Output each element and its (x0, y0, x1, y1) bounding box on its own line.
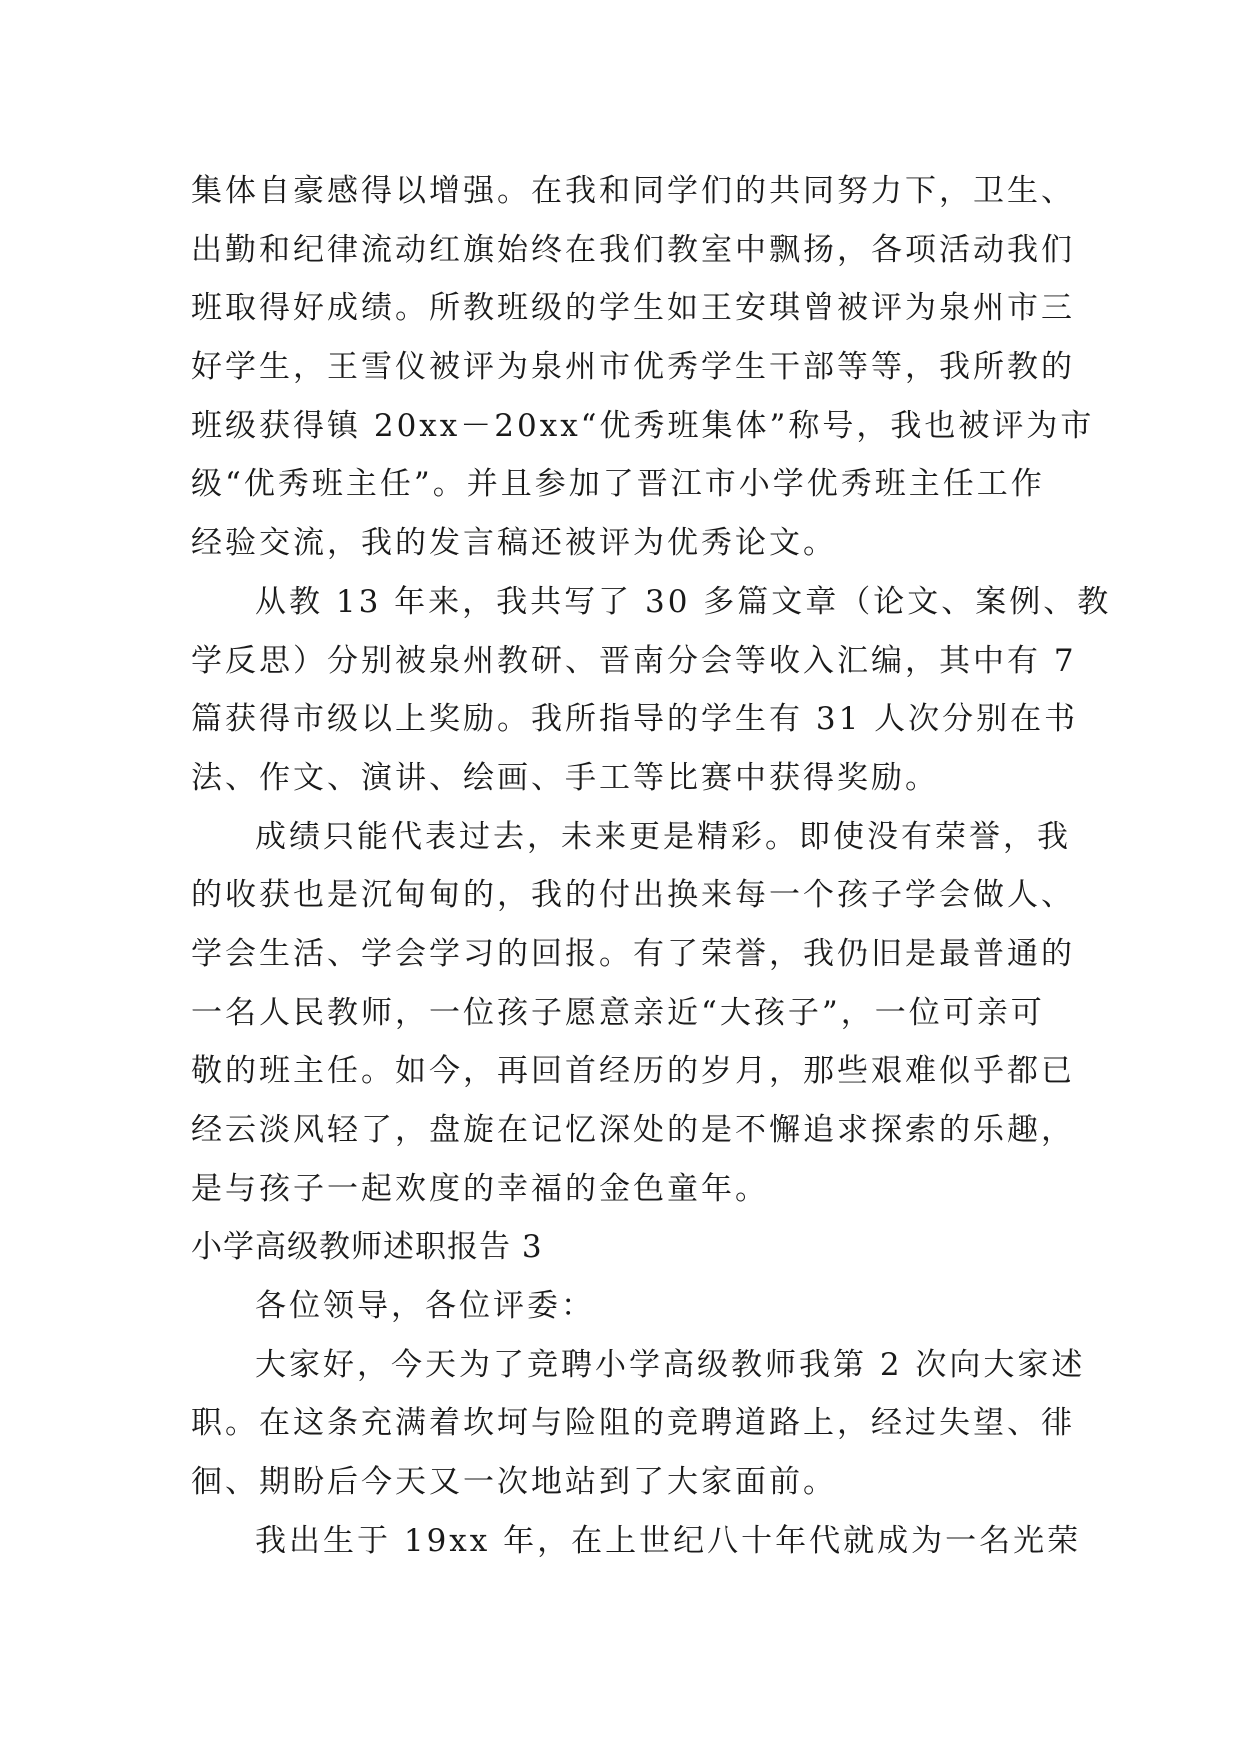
section-heading: 小学高级教师述职报告 3 (191, 1229, 543, 1266)
text-line: 徊、期盼后今天又一次地站到了大家面前。 (191, 1464, 837, 1501)
greeting-line: 各位领导，各位评委： (255, 1288, 595, 1325)
text-line: 大家好，今天为了竞聘小学高级教师我第 2 次向大家述 (255, 1346, 1086, 1383)
text-line: 是与孩子一起欢度的幸福的金色童年。 (191, 1170, 769, 1207)
text-line: 经云淡风轻了，盘旋在记忆深处的是不懈追求探索的乐趣， (191, 1112, 1075, 1148)
text-line: 级“优秀班主任”。并且参加了晋江市小学优秀班主任工作 (191, 466, 1045, 503)
text-line: 敬的班主任。如今，再回首经历的岁月，那些艰难似乎都已 (191, 1053, 1075, 1090)
text-line: 班级获得镇 20xx－20xx“优秀班集体”称号，我也被评为市 (191, 407, 1095, 444)
text-line: 一名人民教师，一位孩子愿意亲近“大孩子”，一位可亲可 (191, 994, 1045, 1031)
text-line: 篇获得市级以上奖励。我所指导的学生有 31 人次分别在书 (191, 701, 1079, 738)
text-line: 好学生，王雪仪被评为泉州市优秀学生干部等等，我所教的 (191, 349, 1075, 386)
text-line: 我出生于 19xx 年，在上世纪八十年代就成为一名光荣 (255, 1522, 1082, 1559)
text-line: 班取得好成绩。所教班级的学生如王安琪曾被评为泉州市三 (191, 290, 1075, 327)
text-line: 出勤和纪律流动红旗始终在我们教室中飘扬，各项活动我们 (191, 231, 1075, 268)
text-line: 学会生活、学会学习的回报。有了荣誉，我仍旧是最普通的 (191, 935, 1075, 972)
text-line: 集体自豪感得以增强。在我和同学们的共同努力下，卫生、 (191, 173, 1075, 209)
text-line: 职。在这条充满着坎坷与险阻的竞聘道路上，经过失望、徘 (191, 1405, 1075, 1442)
text-line: 成绩只能代表过去，未来更是精彩。即使没有荣誉，我 (255, 818, 1071, 855)
document-body (191, 162, 1112, 1571)
text-line: 的收获也是沉甸甸的，我的付出换来每一个孩子学会做人、 (191, 877, 1075, 914)
text-line: 经验交流，我的发言稿还被评为优秀论文。 (191, 525, 837, 562)
text-line: 法、作文、演讲、绘画、手工等比赛中获得奖励。 (191, 759, 939, 796)
text-line: 学反思）分别被泉州教研、晋南分会等收入汇编，其中有 7 (191, 642, 1077, 679)
text-line: 从教 13 年来，我共写了 30 多篇文章（论文、案例、教 (255, 583, 1112, 620)
